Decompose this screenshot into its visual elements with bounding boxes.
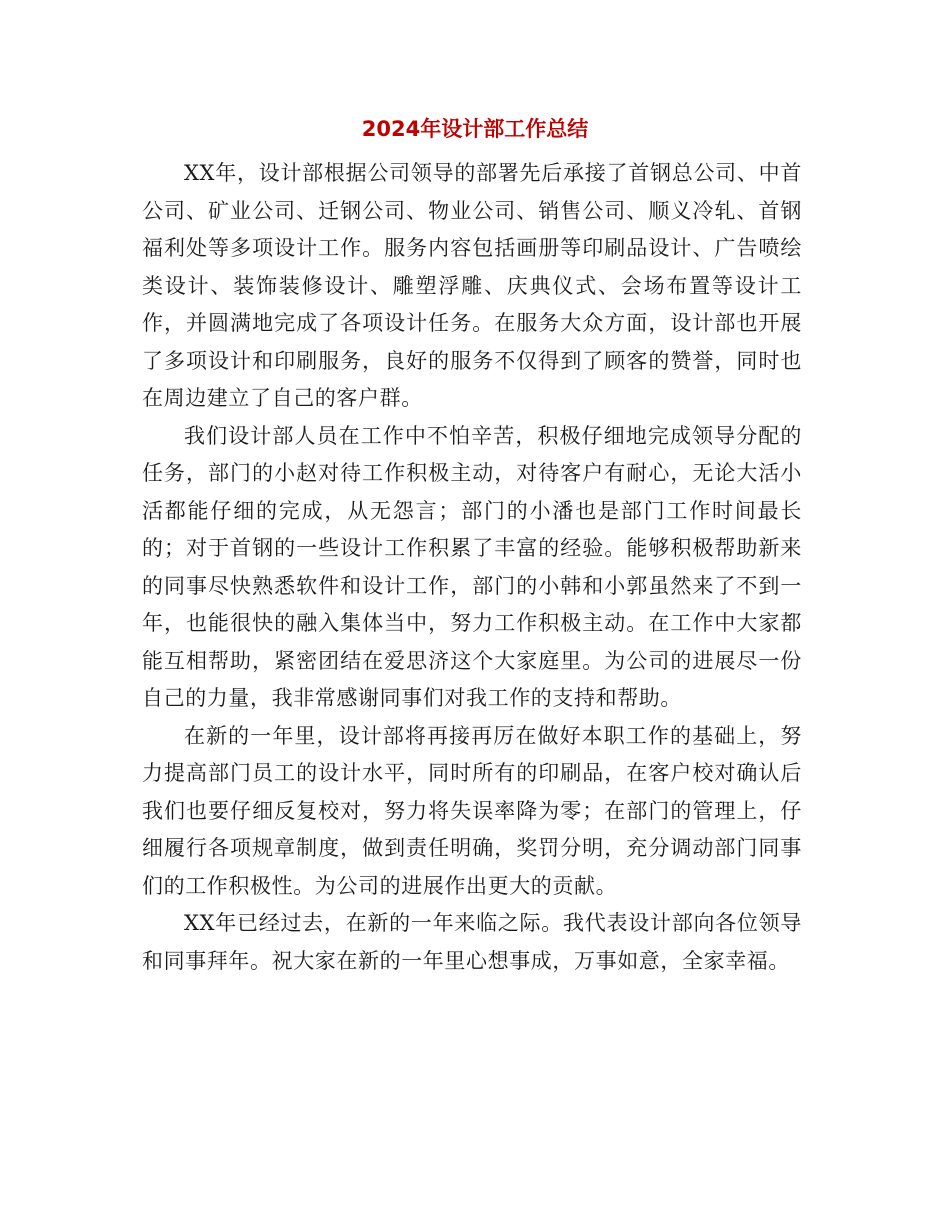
paragraph-1: XX年，设计部根据公司领导的部署先后承接了首钢总公司、中首公司、矿业公司、迁钢公司、物业公司、销售公司、顺义冷轧、首钢福利处等多项设计工作。服务内容包括画册等印刷品设计、广告喷绘类设计、装饰装修设计、雕塑浮雕、庆典仪式、会场布置等设计工作，并圆满地完成了各项设计任务。在服务大众方面，设计部也开展了多项设计和印刷服务，良好的服务不仅得到了顾客的赞誉，同时也在周边建立了自己的客户群。	[142, 161, 802, 410]
paragraph-3: 在新的一年里，设计部将再接再厉在做好本职工作的基础上，努力提高部门员工的设计水平，同时所有的印刷品，在客户校对确认后我们也要仔细反复校对，努力将失误率降为零；在部门的管理上，仔细履行各项规章制度，做到责任明确，奖罚分明，充分调动部门同事们的工作积极性。为公司的进展作出更大的贡献。	[142, 723, 802, 898]
document-title: 2024年设计部工作总结	[361, 117, 589, 141]
paragraph-2: 我们设计部人员在工作中不怕辛苦，积极仔细地完成领导分配的任务，部门的小赵对待工作积极主动，对待客户有耐心，无论大活小活都能仔细的完成，从无怨言；部门的小潘也是部门工作时间最长的；对于首钢的一些设计工作积累了丰富的经验。能够积极帮助新来的同事尽快熟悉软件和设计工作，部门的小韩和小郭虽然来了不到一年，也能很快的融入集体当中，努力工作积极主动。在工作中大家都能互相帮助，紧密团结在爱思济这个大家庭里。为公司的进展尽一份自己的力量，我非常感谢同事们对我工作的支持和帮助。	[142, 423, 802, 710]
document-body	[142, 155, 802, 980]
paragraph-4: XX年已经过去，在新的一年来临之际。我代表设计部向各位领导和同事拜年。祝大家在新的一年里心想事成，万事如意，全家幸福。	[142, 911, 802, 973]
